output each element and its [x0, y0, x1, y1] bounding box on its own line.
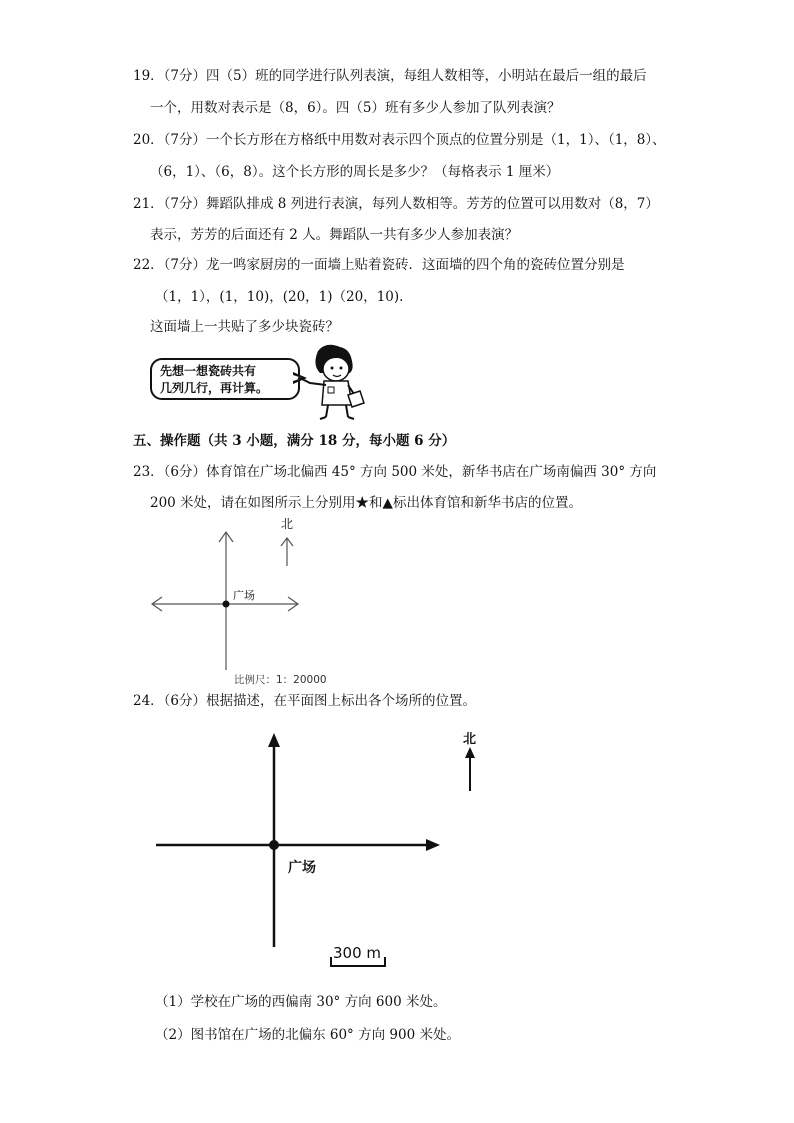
q24-sub1: （1）学校在广场的西偏南 30° 方向 600 米处。: [155, 994, 447, 1010]
q23-north-label: 北: [281, 517, 294, 531]
bubble-line1: 先想一想瓷砖共有: [160, 364, 257, 378]
q22-line2: （1，1），(1，10)，(20，1)（20，10).: [155, 289, 404, 305]
q23-scale-label: 比例尺：1：20000: [234, 674, 327, 686]
hint-speech-bubble: [150, 358, 300, 400]
q23-diagram: [140, 510, 360, 690]
q21-line1: 21．（7分）舞蹈队排成 8 列进行表演，每列人数相等。芳芳的位置可以用数对（8，7）: [133, 196, 659, 212]
section5-title: 五、操作题（共 3 小题，满分 18 分，每小题 6 分）: [133, 433, 456, 449]
q24-line1: 24．（6分）根据描述，在平面图上标出各个场所的位置。: [133, 693, 477, 709]
q22-line3: 这面墙上一共贴了多少块瓷砖？: [150, 319, 339, 335]
q23-center-label: 广场: [233, 589, 255, 602]
q24-up-arrowhead: [268, 733, 280, 747]
q19-line1: 19．（7分）四（5）班的同学进行队列表演，每组人数相等，小明站在最后一组的最后: [133, 68, 647, 84]
bubble-line2: 几列几行，再计算。: [160, 381, 269, 395]
q20-line2: （6，1）、（6，8）。这个长方形的周长是多少？（每格表示 1 厘米）: [150, 164, 560, 180]
q19-line2: 一个，用数对表示是（8，6）。四（5）班有多少人参加了队列表演？: [150, 100, 561, 116]
boy-illustration: [296, 343, 368, 421]
q23-line2: 200 米处，请在如图所示上分别用★和▲标出体育馆和新华书店的位置。: [150, 495, 582, 511]
q24-diagram: [150, 725, 490, 975]
q22-line1: 22．（7分）龙一鸣家厨房的一面墙上贴着瓷砖．这面墙的四个角的瓷砖位置分别是: [133, 257, 625, 273]
q23-center-point: [223, 601, 230, 608]
q21-line2: 表示，芳芳的后面还有 2 人。舞蹈队一共有多少人参加表演？: [150, 227, 519, 243]
q24-north-label: 北: [463, 732, 477, 747]
q20-line1: 20．（7分）一个长方形在方格纸中用数对表示四个顶点的位置分别是（1，1）、（1，8）、: [133, 132, 666, 148]
q24-center-label: 广场: [288, 860, 316, 876]
q24-right-arrowhead: [426, 839, 440, 851]
q24-center-point: [269, 840, 279, 850]
q24-scale-label: 300 m: [333, 944, 382, 962]
q24-sub2: （2）图书馆在广场的北偏东 60° 方向 900 米处。: [155, 1027, 460, 1043]
q23-line1: 23．（6分）体育馆在广场北偏西 45° 方向 500 米处，新华书店在广场南偏西 30° 方向: [133, 464, 657, 480]
